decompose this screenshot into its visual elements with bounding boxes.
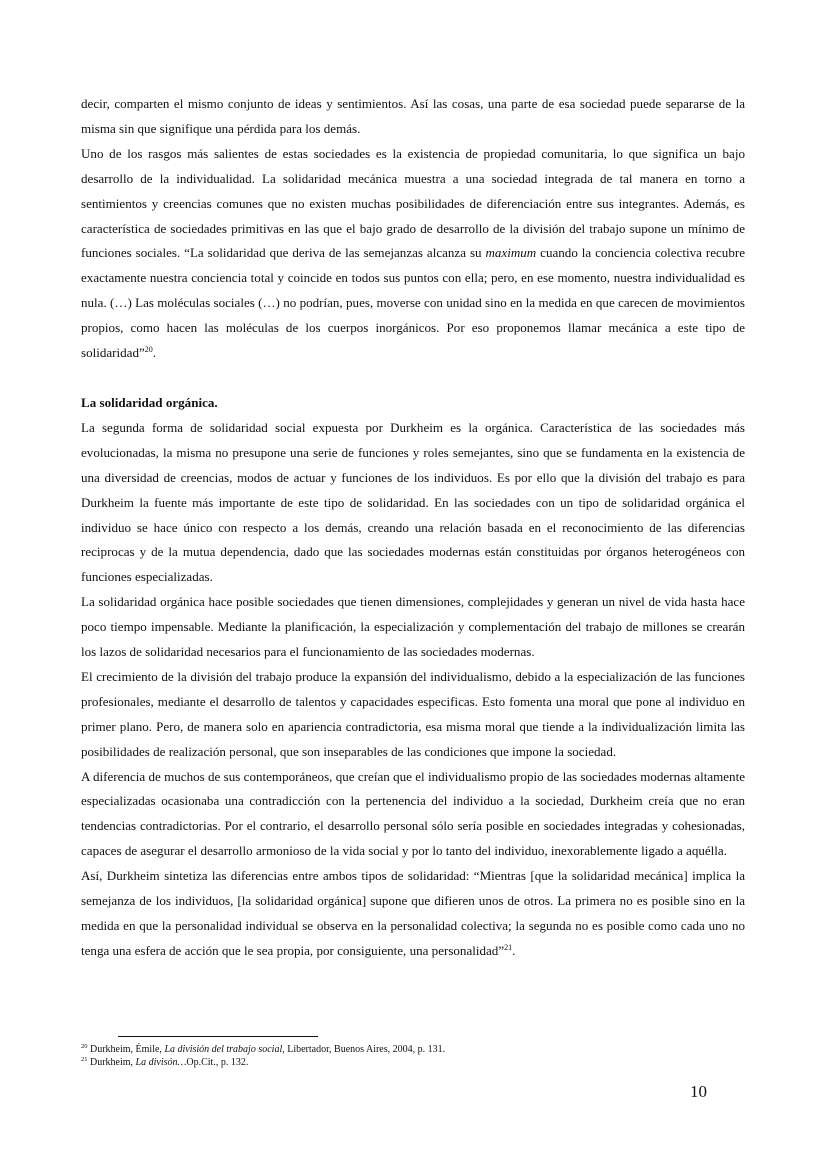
paragraph-5: El crecimiento de la división del trabajo produce la expansión del individualismo, debido a la especialización de las funciones profesionales, mediante el desarrollo de talentos y capacidades especificas. Esto fomenta una moral que pone al individuo en primer plano. Pero, de manera solo en apariencia contradictoria, esa misma moral que tiende a la individualización limita las posibilidades de realización personal, que son inseparables de las condiciones que impone la sociedad. — [81, 668, 745, 759]
footnote-21 — [81, 1056, 745, 1069]
paragraph-text: Así, Durkheim sintetiza las diferencias entre ambos tipos de solidaridad: “Mientras [que la solidaridad mecánica] implica la semejanza de los individuos, [la solidaridad orgánica] supone que difieren unos de otros. La primera no es posible sino en la medida en que la personalidad individual se observa en la personalidad colectiva; la segunda no es posible como cada uno no tenga una esfera de acción que le sea propia, por consiguiente, una personalidad” — [81, 868, 745, 958]
paragraph-7 — [81, 864, 745, 964]
footnote-title: La división del trabajo social, — [164, 1044, 285, 1055]
footnotes — [81, 1043, 745, 1069]
paragraph-text: decir, comparten el mismo conjunto de ideas y sentimientos. Así las cosas, una parte de esa sociedad puede separarse de la misma sin que signifique una pérdida para los demás. — [81, 96, 745, 136]
paragraph-4: La solidaridad orgánica hace posible sociedades que tienen dimensiones, complejidades y generan un nivel de vida hasta hace poco tiempo impensable. Mediante la planificación, la especialización y complementación del trabajo de millones se crearán los lazos de solidaridad necesarios para el funcionamiento de las sociedades modernas. — [81, 594, 745, 660]
paragraph-1 — [81, 92, 745, 142]
footnote-text: Libertador, Buenos Aires, 2004, p. 131. — [284, 1044, 446, 1055]
footnote-separator — [118, 1036, 318, 1037]
italic-term: maximum — [485, 245, 537, 261]
footnote-20 — [81, 1043, 745, 1056]
footnote-text: Durkheim, Émile, — [87, 1044, 165, 1055]
paragraph-text: Uno de los rasgos más salientes de estas sociedades es la existencia de propiedad comunitaria, lo que significa un bajo desarrollo de la individualidad. La solidaridad mecánica muestra a una sociedad integrada de tal manera en torno a sentimientos y creencias comunes que no existen muchas posibilidades de diferenciación entre sus integrantes. Además, es característica de sociedades primitivas en las que el bajo grado de desarrollo de la división del trabajo supone un mínimo de funciones sociales. “La solidaridad que deriva de las semejanzas alcanza su — [81, 145, 745, 261]
paragraph-2 — [81, 142, 745, 366]
footnote-ref-20[interactable]: 20 — [144, 345, 153, 355]
paragraph-text: cuando la conciencia colectiva recubre exactamente nuestra conciencia total y coincide en todos sus puntos con ella; pero, en ese momento, nuestra individualidad es nula. (…) Las moléculas sociales (…) no podrían, pues, moverse con unidad sino en la medida en que carecen de movimientos propios, como hacen las moléculas de los cuerpos inorgánicos. Por eso proponemos llamar mecánica a este tipo de solidaridad” — [81, 245, 745, 361]
paragraph-6: A diferencia de muchos de sus contemporáneos, que creían que el individualismo propio de las sociedades modernas altamente especializadas ocasionaba una contradicción con la pertenencia del individuo a la sociedad, Durkheim creía que no eran tendencias contradictorias. Por el contrario, el desarrollo personal sólo sería posible en sociedades integradas y cohesionadas, capaces de asegurar el desarrollo armonioso de la vida social y por lo tanto del individuo, inexorablemente ligado a aquélla. — [81, 768, 745, 859]
section-heading: La solidaridad orgánica. — [81, 394, 218, 410]
footnote-text: Durkheim, — [87, 1057, 136, 1068]
document-body — [81, 92, 745, 964]
footnote-ref-21[interactable]: 21 — [504, 942, 513, 952]
footnote-text: Op.Cit., p. 132. — [186, 1057, 249, 1068]
paragraph-3: La segunda forma de solidaridad social expuesta por Durkheim es la orgánica. Característica de las sociedades más evolucionadas, la misma no presupone una serie de funciones y roles semejantes, sino que se fundamenta en la existencia de una diversidad de creencias, modos de actuar y funciones de los individuos. Es por ello que la división del trabajo es para Durkheim la fuente más importante de este tipo de solidaridad. En las sociedades con un tipo de solidaridad orgánica el individuo se hace único con respecto a los demás, creando una relación basada en el reconocimiento de las diferencias reciprocas y de la mutua dependencia, dado que las sociedades modernas están constituidas por órganos heterogéneos con funciones especializadas. — [81, 419, 745, 585]
paragraph-end: . — [152, 345, 157, 361]
footnote-number: 21 — [81, 1056, 88, 1063]
paragraph-end: . — [512, 942, 516, 958]
footnote-number: 20 — [81, 1043, 88, 1050]
footnote-title: La divisón… — [135, 1057, 187, 1068]
page-number: 10 — [690, 1082, 707, 1101]
